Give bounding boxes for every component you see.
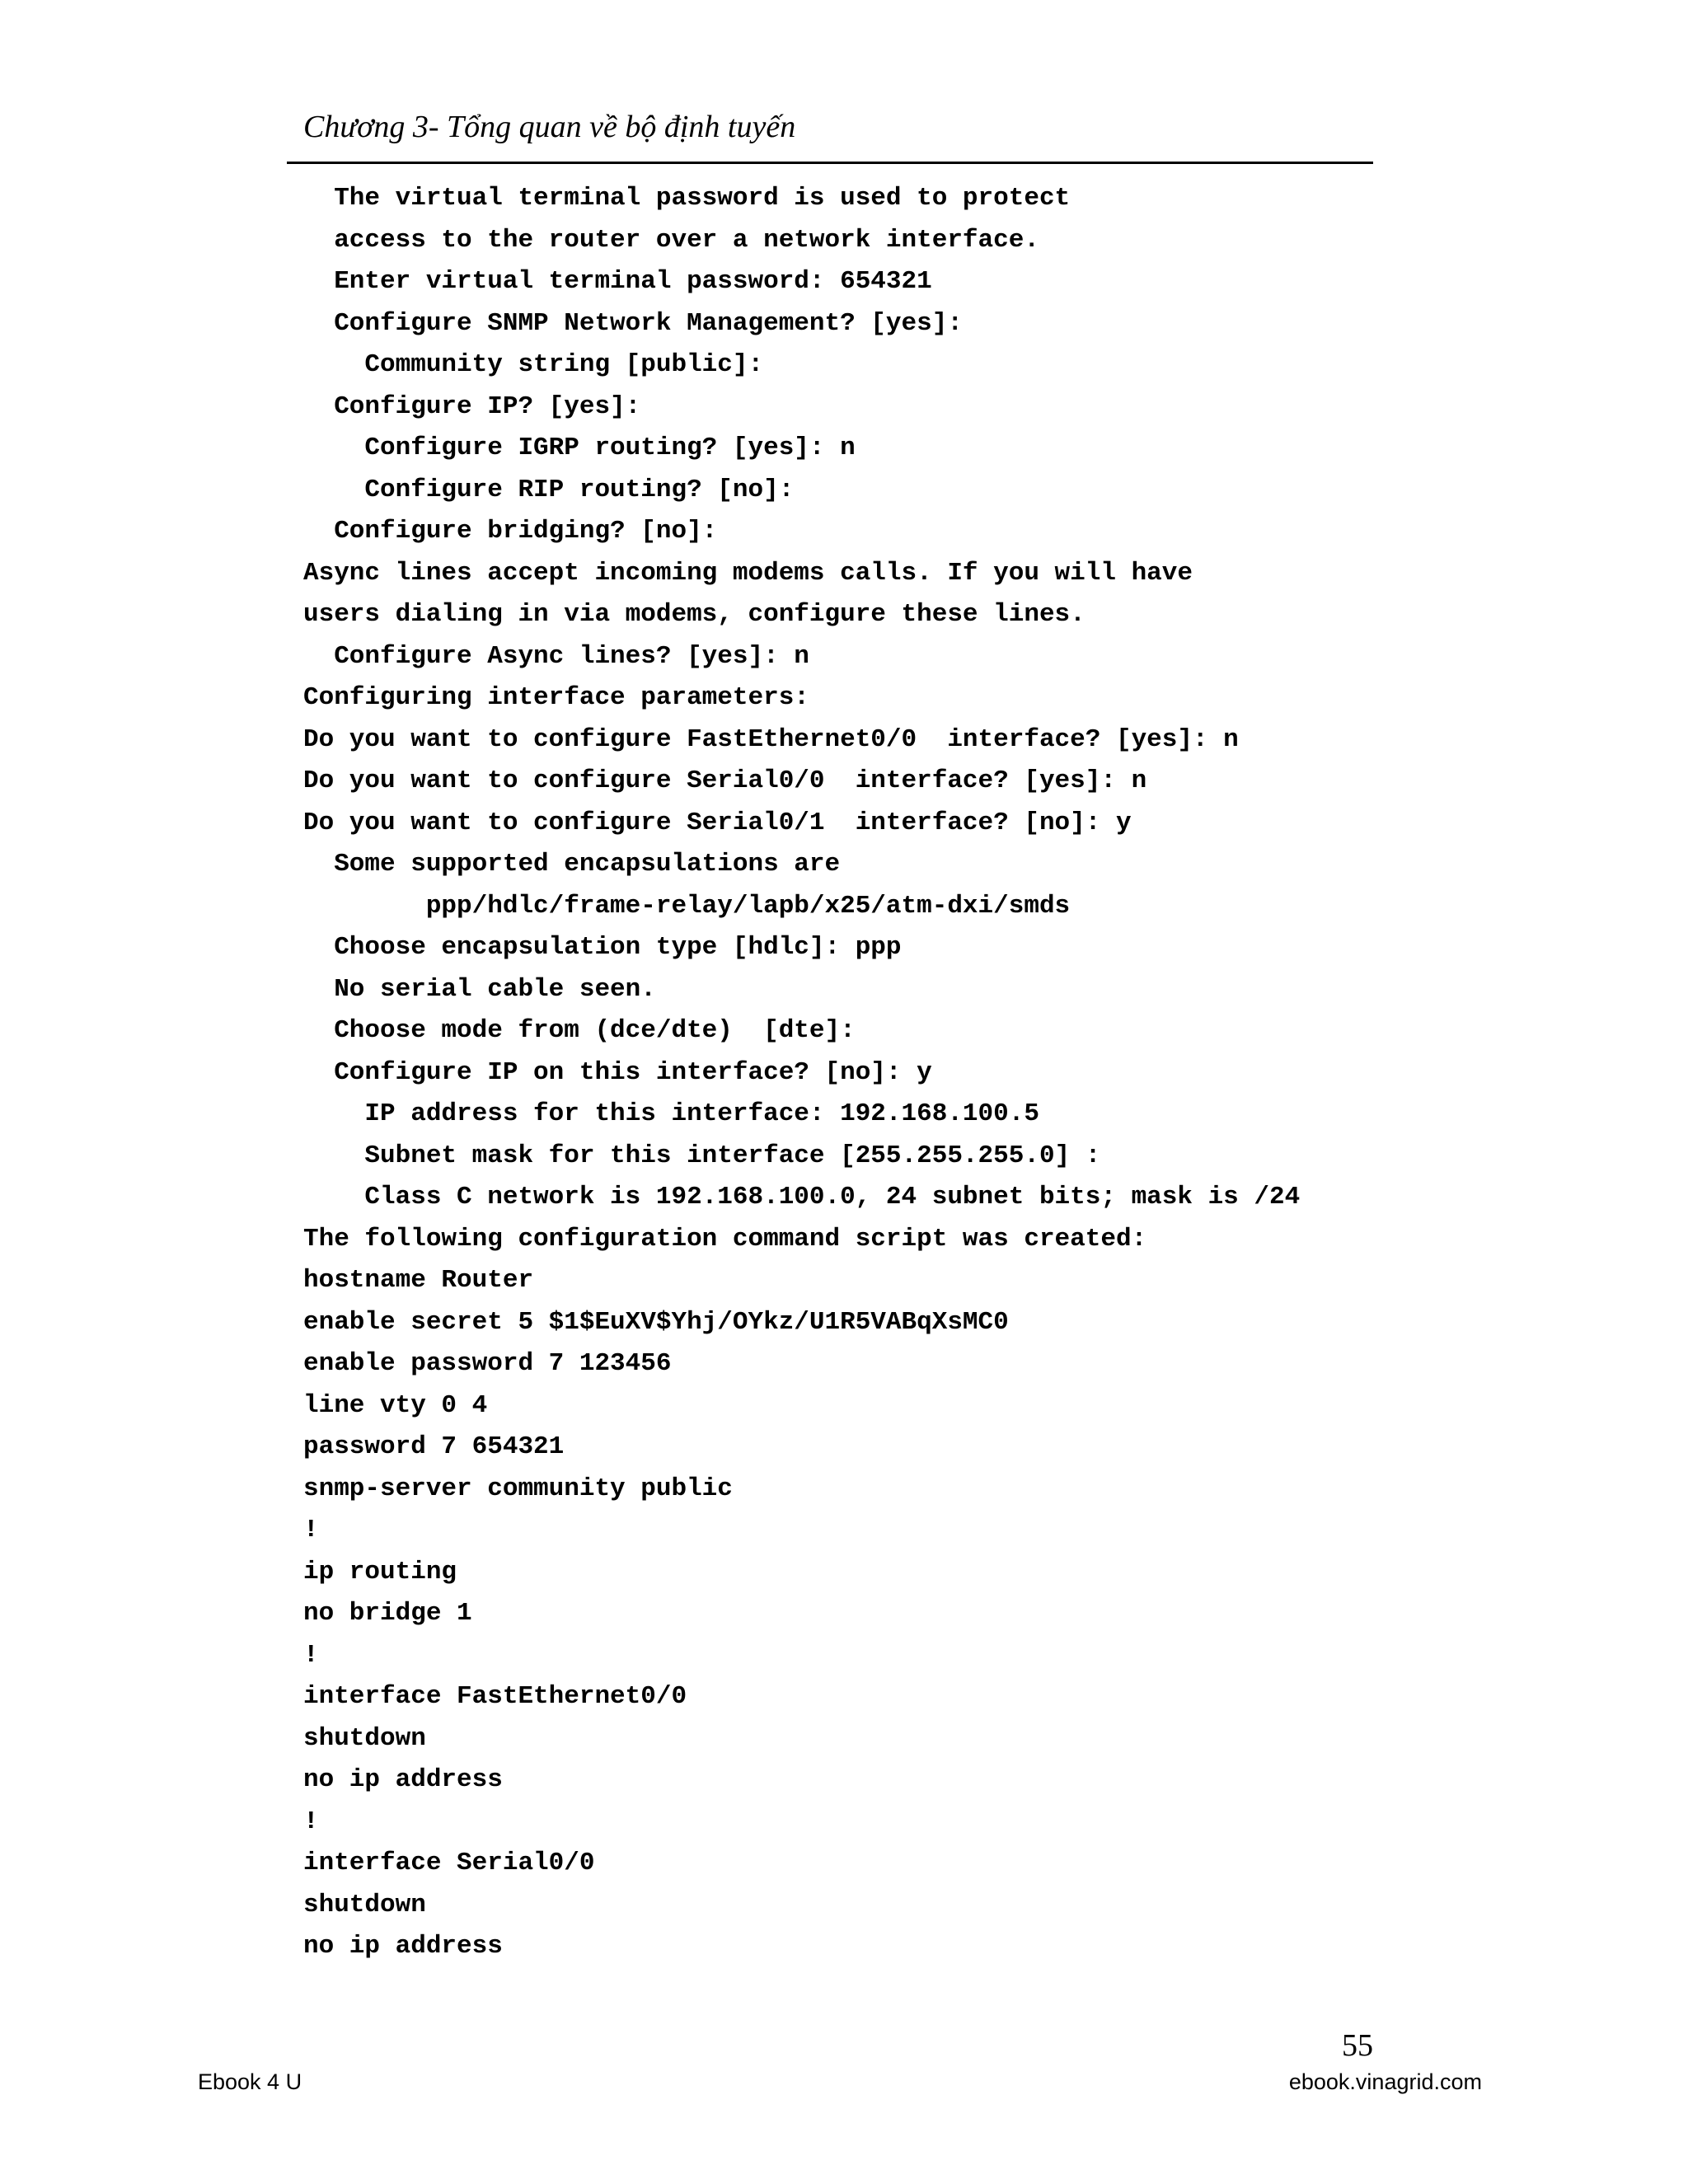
footer-left-text: Ebook 4 U	[198, 2069, 302, 2094]
code-line: IP address for this interface: 192.168.100.5	[303, 1099, 1039, 1128]
code-line: Do you want to configure FastEthernet0/0 interface? [yes]: n	[303, 724, 1239, 754]
chapter-title: Chương 3- Tổng quan về bộ định tuyến	[303, 110, 796, 144]
code-line: users dialing in via modems, configure these lines.	[303, 600, 1085, 629]
code-line: No serial cable seen.	[303, 974, 656, 1004]
code-line: Class C network is 192.168.100.0, 24 subnet bits; mask is /24	[303, 1183, 1301, 1212]
code-line: Configure bridging? [no]:	[303, 517, 718, 546]
code-line: !	[303, 1807, 319, 1836]
code-line: Configure IGRP routing? [yes]: n	[303, 434, 856, 462]
code-line: Configure IP? [yes]:	[303, 391, 641, 421]
footer-right-text: ebook.vinagrid.com	[1288, 2069, 1482, 2094]
code-line: Async lines accept incoming modems calls. If you will have	[303, 558, 1193, 588]
code-line: Choose mode from (dce/dte) [dte]:	[303, 1016, 856, 1045]
code-line: Configuring interface parameters:	[303, 683, 809, 712]
code-line: password 7 654321	[303, 1432, 565, 1461]
code-line: no ip address	[303, 1932, 503, 1961]
code-line: interface FastEthernet0/0	[303, 1682, 687, 1711]
page-number: 55	[1342, 2028, 1373, 2063]
code-line: Do you want to configure Serial0/1 interface? [no]: y	[303, 808, 1132, 837]
code-line: Configure IP on this interface? [no]: y	[303, 1057, 932, 1087]
code-line: Configure Async lines? [yes]: n	[303, 641, 809, 671]
code-line: hostname Router	[303, 1266, 534, 1295]
code-line: Configure SNMP Network Management? [yes]:	[303, 308, 963, 338]
code-line: enable secret 5 $1$EuXV$Yhj/OYkz/U1R5VABqXsMC0	[303, 1307, 1009, 1337]
code-line: The virtual terminal password is used to protect	[303, 184, 1071, 213]
code-line: shutdown	[303, 1723, 426, 1753]
code-line: !	[303, 1640, 319, 1670]
code-line: !	[303, 1516, 319, 1544]
code-line: Community string [public]:	[303, 350, 764, 379]
code-line: no ip address	[303, 1765, 503, 1794]
code-line: Do you want to configure Serial0/0 interface? [yes]: n	[303, 766, 1147, 795]
code-line: line vty 0 4	[303, 1390, 488, 1420]
code-line: Subnet mask for this interface [255.255.255.0] :	[303, 1141, 1101, 1170]
code-listing	[303, 178, 1300, 1968]
code-line: Choose encapsulation type [hdlc]: ppp	[303, 933, 902, 962]
code-line: shutdown	[303, 1890, 426, 1919]
code-line: enable password 7 123456	[303, 1349, 672, 1378]
code-line: interface Serial0/0	[303, 1849, 595, 1877]
header-divider	[287, 162, 1373, 164]
code-line: snmp-server community public	[303, 1474, 733, 1503]
code-line: ip routing	[303, 1557, 457, 1586]
code-line: Some supported encapsulations are	[303, 850, 841, 879]
code-line: access to the router over a network interface.	[303, 225, 1039, 255]
code-line: ppp/hdlc/frame-relay/lapb/x25/atm-dxi/smds	[303, 891, 1071, 921]
code-line: Enter virtual terminal password: 654321	[303, 267, 932, 296]
code-line: no bridge 1	[303, 1599, 472, 1628]
code-line: Configure RIP routing? [no]:	[303, 475, 795, 504]
code-line: The following configuration command script was created:	[303, 1224, 1147, 1254]
